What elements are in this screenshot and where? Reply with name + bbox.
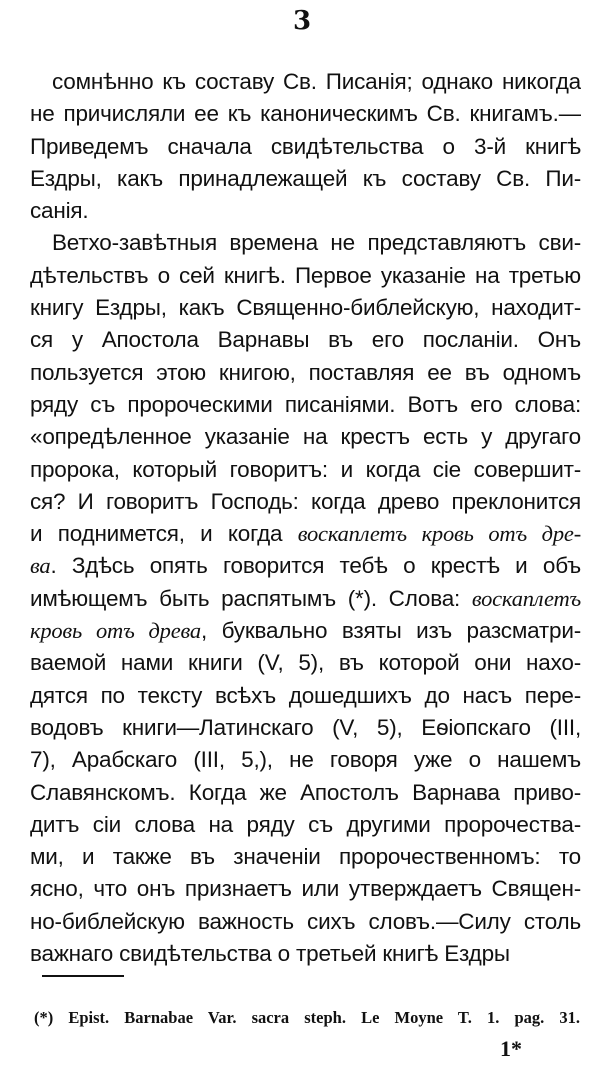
text-segment: но-библейскую важность сихъ словъ.—Силу столь: [30, 908, 581, 934]
text-segment: Ветхо-завѣтныя времена не представляютъ сви-: [52, 230, 581, 256]
paragraph: [30, 227, 581, 970]
text-segment: «опредѣленное указаніе на крестъ есть у другаго: [30, 424, 581, 450]
text-line: [30, 712, 581, 744]
text-segment: дѣтельствъ о сей книгѣ. Первое указаніе на третью: [30, 262, 581, 288]
text-line: [30, 615, 581, 647]
text-segment: имѣющемъ быть распятымъ (*). Слова:: [30, 585, 472, 611]
text-segment: и поднимется, и когда: [30, 521, 298, 547]
text-segment: ясно, что онъ признаетъ или утверждаетъ Священ-: [30, 876, 581, 902]
text-segment: ся? И говоритъ Господь: когда древо преклонится: [30, 488, 581, 514]
text-segment: . Здѣсь опять говорится тебѣ о крестѣ и объ: [50, 553, 581, 579]
text-line: [30, 66, 581, 98]
signature-mark: 1*: [500, 1036, 522, 1061]
text-segment: не причисляли ее къ каноническимъ Св. книгамъ.—: [30, 101, 581, 127]
footnote-rule: [42, 975, 124, 977]
text-segment: ми, и также въ значеніи пророчественномъ: то: [30, 844, 581, 870]
text-line: [30, 680, 581, 712]
text-line: [30, 744, 581, 776]
text-segment: пророка, который говоритъ: и когда сіе совершит-: [30, 456, 581, 482]
paragraph: [30, 66, 581, 227]
text-line: [30, 421, 581, 453]
text-line: [30, 98, 581, 130]
text-segment: 7), Арабскаго (III, 5,), не говоря уже о нашемъ: [30, 747, 581, 773]
text-segment: ваемой нами книги (V, 5), въ которой они нахо-: [30, 650, 581, 676]
text-segment: водовъ книги—Латинскаго (V, 5), Еѳіопскаго (III,: [30, 714, 581, 740]
text-line: [30, 227, 581, 259]
text-line: [30, 647, 581, 679]
text-line: [30, 454, 581, 486]
text-line: [30, 163, 581, 195]
italic-quote: воскаплетъ кровь отъ дре-: [297, 521, 581, 547]
text-line: [30, 486, 581, 518]
text-segment: Ездры, какъ принадлежащей къ составу Св. Пи-: [30, 165, 581, 191]
footnote: (*) Epist. Barnabae Var. sacra steph. Le Moyne T. 1. pag. 31.: [34, 1008, 580, 1027]
text-line: [30, 518, 581, 550]
text-line: [30, 809, 581, 841]
text-line: [30, 550, 581, 582]
text-line: [30, 131, 581, 163]
body-text: [30, 66, 581, 970]
text-segment: дитъ сіи слова на ряду съ другими пророчества-: [30, 811, 581, 837]
text-line: [30, 906, 581, 938]
text-segment: ся у Апостола Варнавы въ его посланіи. Онъ: [30, 327, 581, 353]
italic-quote: воскаплетъ: [471, 585, 581, 611]
italic-quote: кровь отъ древа: [30, 618, 201, 644]
text-segment: сомнѣнно къ составу Св. Писанія; однако никогда: [52, 69, 581, 94]
text-line: [30, 583, 581, 615]
text-segment: пользуется этою книгою, поставляя ее въ одномъ: [30, 359, 581, 385]
italic-quote: ва: [30, 553, 51, 579]
text-segment: дятся по тексту всѣхъ дошедшихъ до насъ пере-: [30, 682, 581, 708]
text-line: [30, 389, 581, 421]
text-line: [30, 260, 581, 292]
text-segment: ряду съ пророческими писаніями. Вотъ его слова:: [30, 391, 581, 417]
text-segment: книгу Ездры, какъ Священно-библейскую, находит-: [30, 295, 581, 321]
text-line: [30, 777, 581, 809]
text-segment: санія.: [30, 198, 89, 224]
text-line: [30, 841, 581, 873]
text-segment: Приведемъ сначала свидѣтельства о 3-й книгѣ: [30, 133, 581, 159]
text-segment: Славянскомъ. Когда же Апостолъ Варнава приво-: [30, 779, 581, 805]
text-line: [30, 195, 581, 227]
text-line: [30, 324, 581, 356]
text-segment: важнаго свидѣтельства о третьей книгѣ Ездры: [30, 941, 510, 967]
text-line: [30, 938, 581, 970]
text-line: [30, 357, 581, 389]
text-segment: , буквально взяты изъ разсматри-: [200, 618, 581, 644]
page-number: 3: [292, 6, 312, 36]
text-line: [30, 873, 581, 905]
text-line: [30, 292, 581, 324]
